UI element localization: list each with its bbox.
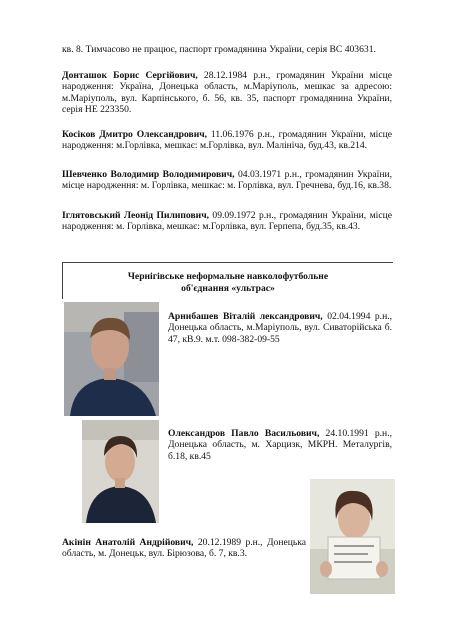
portrait-photo-image: [64, 302, 159, 416]
person-name: Донташок Борис Сергійович,: [62, 70, 198, 81]
paragraph-kosikov: [62, 129, 392, 152]
paragraph-text: кв. 8. Тимчасово не працює, паспорт громадянина України, серія ВС 403631.: [62, 44, 376, 55]
paragraph-dontashok: [62, 70, 392, 115]
person-name: Іглятовський Леонід Пилипович,: [62, 210, 210, 221]
paragraph-text: 28.12.1984 р.н., громадянин України місце народження: Україна, Донецька область, м.Маріуполь, мешкає за адресою: м.Маріуполь, вул. Карпінського, б. 56, кв. 35, паспорт громадянина України, серія НЕ 223350.: [62, 70, 392, 115]
person-photo-1: [64, 302, 159, 416]
person-info-3: [62, 537, 306, 560]
paragraph-iglyatovsky: [62, 210, 392, 233]
person-details: 02.04.1994 р.н., Донецька область, м.Маріуполь, вул. Сиваторійська б. 47, кВ.9. м.т. 098-382-09-55: [168, 311, 392, 345]
person-photo-2: [82, 420, 159, 523]
section-title-line-2: об'єднання «ультрас»: [181, 283, 275, 294]
portrait-photo-image: [82, 420, 159, 523]
person-name: Олександров Павло Васильович,: [168, 428, 320, 439]
person-info-2: [168, 428, 392, 462]
portrait-photo-image: [310, 479, 395, 594]
paragraph-text: 04.03.1971 р.н., громадянин України, місце народження: м. Горлівка, мешкає: м. Горлівка, вул. Гречнева, буд.16, кв.38.: [62, 169, 392, 192]
person-name: Акінін Анатолій Андрійович,: [62, 537, 194, 548]
person-name: Арнибашев Віталій лександрович,: [168, 311, 323, 322]
paragraph-shevchenko: [62, 169, 392, 192]
person-photo-3: [310, 479, 395, 594]
section-title-line-1: Чернігівське неформальне навколофутбольне: [127, 271, 329, 282]
person-info-1: [168, 311, 392, 345]
person-details: 20.12.1989 р.н., Донецька область, м. Донецьк, вул. Бірюзова, б. 7, кв.3.: [62, 537, 307, 560]
section-header: [62, 262, 393, 299]
person-name: Косіков Дмитро Олександрович,: [62, 129, 208, 140]
person-name: Шевченко Володимир Володимирович,: [62, 169, 235, 180]
paragraph-text: 11.06.1976 р.н., громадянин України, місце народження: м.Горлівка, мешкає: м.Горлівка, вул. Малініча, буд.43, кв.214.: [62, 129, 392, 152]
paragraph-passport-continuation: [62, 44, 392, 55]
person-details: 24.10.1991 р.н., Донецька область, м. Харцизк, МКРН. Металургів, б.18, кв.45: [168, 428, 392, 462]
paragraph-text: 09.09.1972 р.н., громадянин України, місце народження: м. Горлівка, мешкає: м.Горлівка, вул. Герпепа, буд.35, кв.43.: [62, 210, 392, 233]
